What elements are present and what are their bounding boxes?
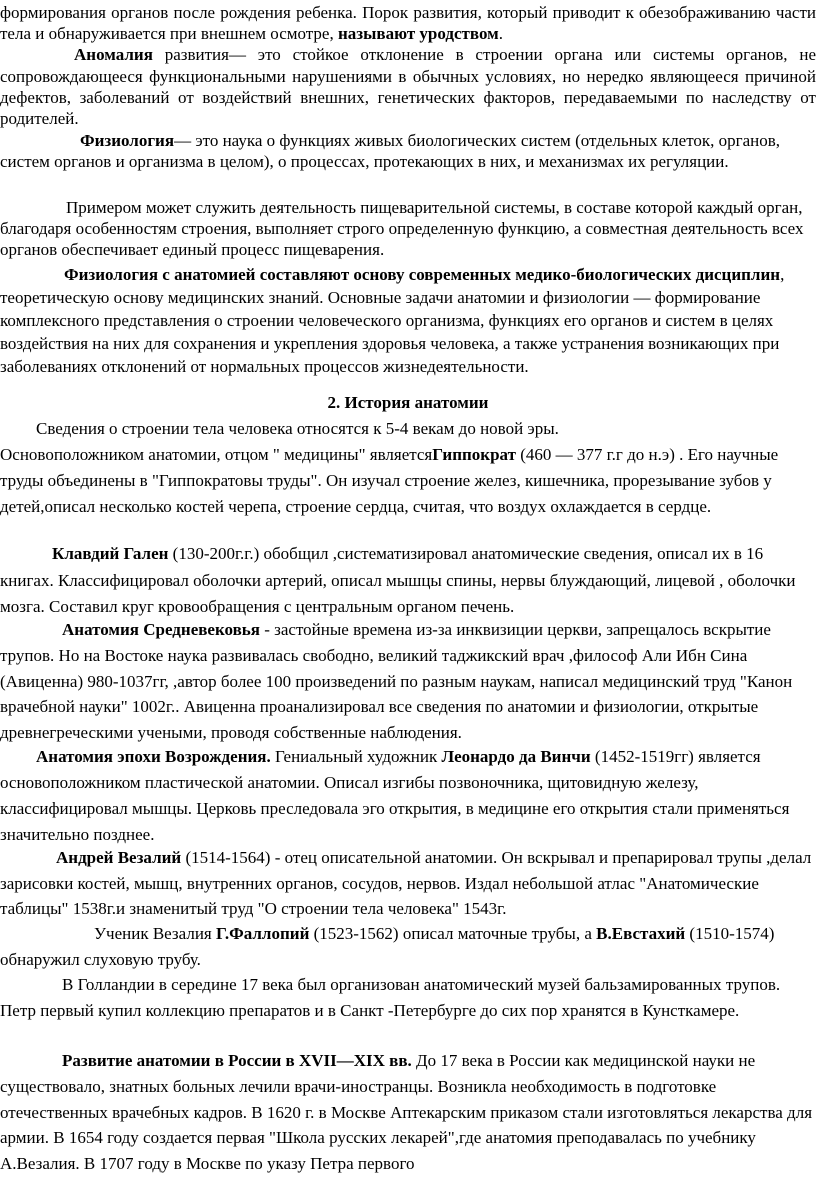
bold-term-middle-ages: Анатомия Средневековья — [62, 620, 260, 639]
indent — [0, 1051, 62, 1070]
text-span: формирования органов после рождения ребенка. Порок развития, который приводит к обезображиванию части тела и обнаруживается при внешнем осмотре, — [0, 3, 816, 44]
text-span: Гениальный художник — [270, 747, 442, 766]
text-span: Ученик Везалия — [94, 924, 216, 943]
text-span: Основоположником анатомии, отцом " медицины" является — [0, 445, 433, 464]
bold-name-leonardo: Леонардо да Винчи — [441, 747, 591, 766]
text-span: (460 — 377 г.г до н.э) . Его научные труды объединены в "Гиппократовы труды". Он изучал строение желез, кишечника, прорезывание зубов у детей,описал несколько костей черепа, строение сердца, считая, что воздух охлаждается в сердце. — [0, 445, 779, 516]
indent — [0, 848, 56, 867]
indent — [0, 544, 52, 563]
text-span: (130-200г.г.) обобщил ,систематизировал анатомические сведения, описал их в 16 книгах. Классифицировал оболочки артерий, описал мышцы спины, нервы блуждающий, лицевой , оболочки мозга. Составил круг кровообращения с центральным органом печень. — [0, 544, 796, 616]
paragraph-renaissance — [0, 744, 816, 848]
text-span: Сведения о строении тела человека относятся к 5-4 векам до новой эры. — [36, 419, 559, 438]
bold-name-fallopius: Г.Фаллопий — [216, 924, 310, 943]
bold-term-disciplines: Физиология с анатомией составляют основу современных медико-биологических дисциплин — [64, 265, 781, 284]
indent — [0, 620, 62, 639]
bold-name-hippocrates: Гиппократ — [432, 445, 516, 464]
text-span: Примером может служить деятельность пищеварительной системы, в составе которой каждый орган, благодаря особенностям строения, выполняет строго определенную функцию, а совместная деятельность всех органов обеспечивает единый процесс пищеварения. — [0, 198, 804, 260]
indent — [0, 131, 80, 150]
paragraph-malformation — [0, 2, 816, 129]
paragraph-vesalius — [0, 845, 816, 922]
text-span: , теоретическую основу медицинских знаний. Основные задачи анатомии и физиологии — формирование комплексного представления о строении человеческого организма, функциях его органов и систем в целях воздействия на них для сохранения и укрепления здоровья человека, а также устранения возникающих при заболеваниях отклонений от нормальных процессов жизнедеятельности. — [0, 265, 785, 376]
text-span: — это наука о функциях живых биологических систем (отдельных клеток, органов, систем органов и организма в целом), о процессах, протекающих в них, и механизмах их регуляции. — [0, 131, 781, 172]
indent — [0, 924, 94, 943]
indent — [0, 747, 36, 766]
indent — [0, 419, 36, 438]
text-span: (1452-1519гг) является основоположником пластической анатомии. Описал изгибы позвоночника, щитовидную железу, классифицировал мышцы. Церковь преследовала эго открытия, в медицине его открытия стали применяться значительно позднее. — [0, 747, 790, 844]
indent — [0, 198, 66, 217]
paragraph-fallopius-eustachius — [0, 921, 816, 973]
bold-name-vesalius: Андрей Везалий — [56, 848, 182, 867]
paragraph-anatomy-physiology-tasks — [0, 263, 816, 378]
text-span: (1523-1562) описал маточные трубы, а — [309, 924, 597, 943]
indent — [0, 265, 64, 284]
bold-term-russia: Развитие анатомии в России в XVII—XIX вв. — [62, 1051, 412, 1070]
text-span: развития— это стойкое отклонение в строении органа или системы органов, не сопровождающееся функциональными нарушениями в обычных условиях, но нередко являющееся причиной дефектов, заболеваний от воздействий внешних, генетических факторов, передаваемыми по наследству от родителей. — [0, 45, 816, 129]
text-span: До 17 века в России как медицинской науки не существовало, знатных больных лечили врачи-иностранцы. Возникла необходимость в подготовке отечественных врачебных кадров. В 1620 г. в Москве Аптекарским приказом стали изготовляться лекарства для армии. В 1654 году создается первая "Школа русских лекарей",где анатомия преподавалась по учебнику А.Везалия. В 1707 году в Москве по указу Петра первого — [0, 1051, 813, 1174]
bold-term-physiology: Физиология — [80, 131, 175, 150]
text-span: (1514-1564) - отец описательной анатомии. Он вскрывал и препарировал трупы ,делал зарисовки костей, мышц, внутренних органов, сосудов, нервов. Издал небольшой атлас "Анатомические таблицы" 1538г.и знаменитый труд "О строении тела человека" 1543г. — [0, 848, 812, 918]
indent — [0, 975, 62, 994]
bold-term-deformity: называют уродством — [337, 24, 499, 44]
paragraph-hippocrates — [0, 416, 816, 520]
paragraph-galen — [0, 541, 816, 621]
bold-term-renaissance: Анатомия эпохи Возрождения. — [36, 747, 271, 766]
paragraph-physiology-definition — [0, 130, 816, 172]
text-span: В Голландии в середине 17 века был организован анатомический музей бальзамированных трупов. Петр первый купил коллекцию препаратов и в Санкт -Петербурге до сих пор хранятся в Кунсткамере. — [0, 975, 781, 1020]
section-heading-history: 2. История анатомии — [327, 393, 489, 412]
bold-name-galen: Клавдий Гален — [52, 544, 169, 563]
paragraph-russia-development — [0, 1048, 816, 1177]
paragraph-holland-museum — [0, 972, 816, 1024]
bold-name-eustachius: В.Евстахий — [596, 924, 686, 943]
indent — [0, 45, 74, 64]
paragraph-digestive-example — [0, 197, 816, 261]
paragraph-middle-ages — [0, 617, 816, 746]
text-span: - застойные времена из-за инквизиции церкви, запрещалось вскрытие трупов. Но на Востоке наука развивалась свободно, великий таджикский врач ,философ Али Ибн Сина (Авиценна) 980-1037гг, ,автор более 100 произведений по разным наукам, написал медицинский труд "Канон врачебной науки" 1002г.. Авиценна проанализировал все сведения по анатомии и физиологии, открытые древнегреческими учеными, проводя собственные наблюдения. — [0, 620, 793, 743]
bold-term-anomaly: Аномалия — [74, 45, 153, 65]
text-span: (1510-1574) обнаружил слуховую трубу. — [0, 924, 775, 969]
text-span: . — [498, 24, 503, 44]
